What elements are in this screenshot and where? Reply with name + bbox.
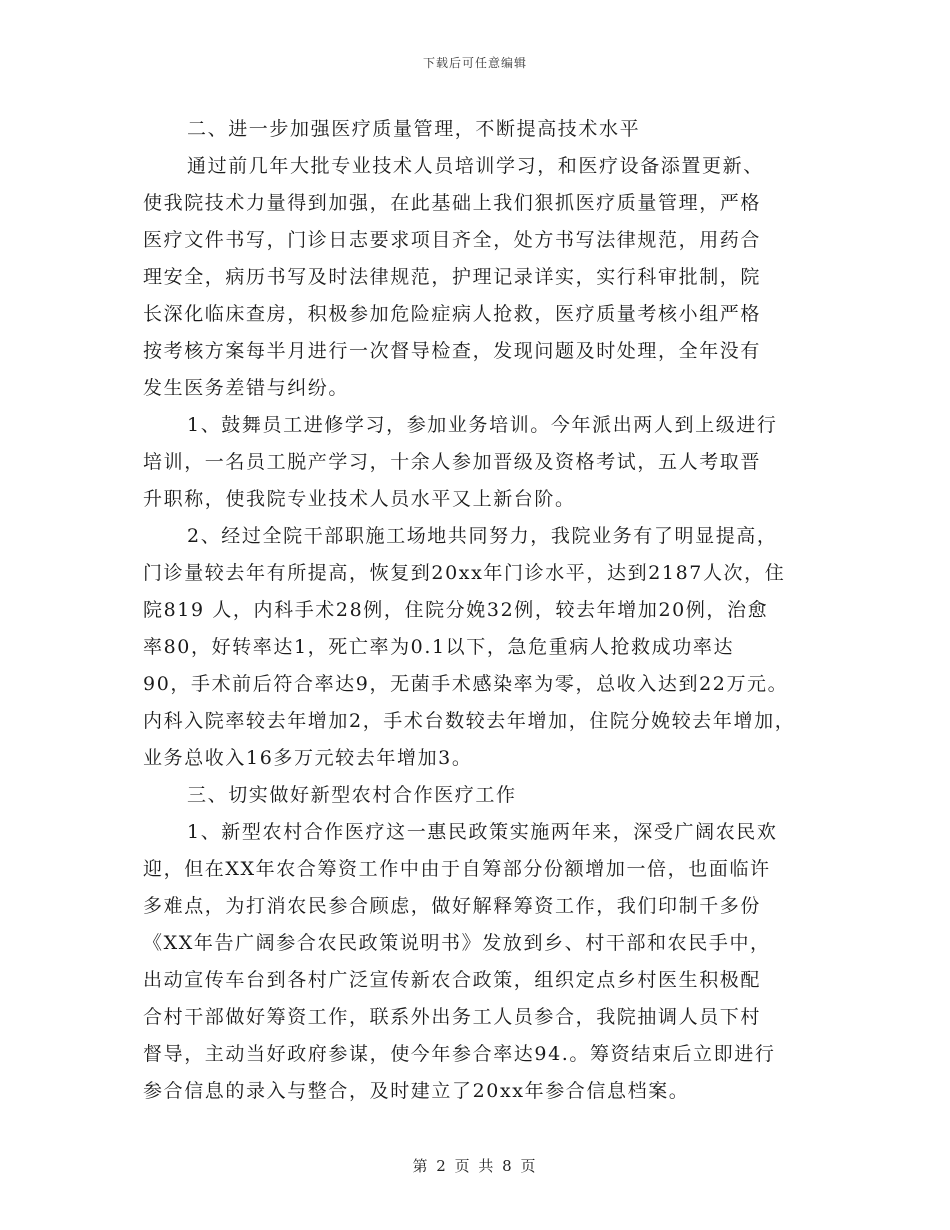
text-line: 医疗文件书写，门诊日志要求项目齐全，处方书写法律规范，用药合 (143, 229, 762, 251)
text-line: 内科入院率较去年增加2，手术台数较去年增加，住院分娩较去年增加， (143, 710, 796, 732)
text-line: 参合信息的录入与整合，及时建立了20xx年参合信息档案。 (143, 1080, 690, 1102)
text-line: 三、切实做好新型农村合作医疗工作 (187, 784, 517, 806)
text-line: 院819 人，内科手术28例，住院分娩32例，较去年增加20例，治愈 (143, 599, 769, 621)
text-line: 率80，好转率达1，死亡率为0.1以下，急危重病人抢救成功率达 (143, 636, 735, 658)
document-body (143, 111, 823, 1110)
text-line: 迎，但在XX年农合筹资工作中由于自筹部分份额增加一倍，也面临许 (143, 858, 771, 880)
text-line: 升职称，使我院专业技术人员水平又上新台阶。 (143, 488, 576, 510)
text-line: 培训，一名员工脱产学习，十余人参加晋级及资格考试，五人考取晋 (143, 451, 762, 473)
text-line: 使我院技术力量得到加强，在此基础上我们狠抓医疗质量管理，严格 (143, 192, 762, 214)
text-line: 多难点，为打消农民参合顾虑，做好解释筹资工作，我们印制千多份 (143, 895, 762, 917)
text-line: 1、新型农村合作医疗这一惠民政策实施两年来，深受广阔农民欢 (187, 821, 778, 843)
text-line: 门诊量较去年有所提高，恢复到20xx年门诊水平，达到2187人次，住 (143, 562, 786, 584)
text-line: 按考核方案每半月进行一次督导检查，发现问题及时处理，全年没有 (143, 340, 762, 362)
text-line: 90，手术前后符合率达9，无菌手术感染率为零，总收入达到22万元。 (143, 673, 789, 695)
text-line: 1、鼓舞员工进修学习，参加业务培训。今年派出两人到上级进行 (187, 414, 778, 436)
text-line: 长深化临床查房，积极参加危险症病人抢救，医疗质量考核小组严格 (143, 303, 762, 325)
header-note: 下载后可任意编辑 (422, 56, 527, 70)
text-line: 出动宣传车台到各村广泛宣传新农合政策，组织定点乡村医生积极配 (143, 969, 762, 991)
text-line: 《XX年告广阔参合农民政策说明书》发放到乡、村干部和农民手中， (143, 932, 771, 954)
text-line: 合村干部做好筹资工作，联系外出务工人员参合，我院抽调人员下村 (143, 1006, 762, 1028)
text-line: 业务总收入16多万元较去年增加3。 (143, 747, 473, 769)
page-number-footer: 第 2 页 共 8 页 (412, 1157, 538, 1175)
text-line: 二、进一步加强医疗质量管理，不断提高技术水平 (187, 118, 641, 140)
text-line: 理安全，病历书写及时法律规范，护理记录详实，实行科审批制，院 (143, 266, 762, 288)
text-line: 发生医务差错与纠纷。 (143, 377, 350, 399)
text-line: 督导，主动当好政府参谋，使今年参合率达94.。筹资结束后立即进行 (143, 1043, 776, 1065)
text-line: 2、经过全院干部职施工场地共同努力，我院业务有了明显提高， (187, 525, 778, 547)
text-line: 通过前几年大批专业技术人员培训学习，和医疗设备添置更新、 (187, 155, 764, 177)
